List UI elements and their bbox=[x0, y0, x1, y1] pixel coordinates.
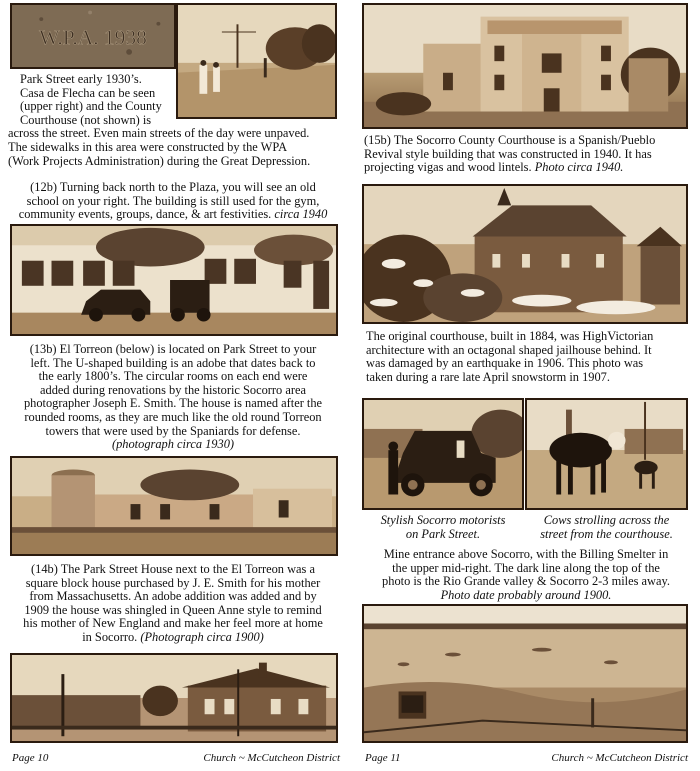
text-line: photographer Joseph E. Smith. The house is named after the bbox=[23, 396, 323, 411]
text-line: (12b) Turning back north to the Plaza, you will see an old bbox=[30, 180, 316, 194]
text-span: community events, groups, dance, & art festivities. bbox=[18, 207, 272, 222]
text-line: from Massachusetts. An adobe addition was added and by bbox=[29, 589, 317, 604]
motorists-caption bbox=[362, 514, 524, 541]
left-district-footer: Church ~ McCutcheon District bbox=[203, 752, 340, 764]
cows-caption bbox=[525, 514, 688, 541]
text-span: projecting vigas and wood lintels. bbox=[364, 160, 532, 175]
courthouse-1940-photo bbox=[362, 3, 688, 129]
text-line: Revival style building that was constructed in 1940. It has bbox=[364, 146, 652, 161]
cows-photo bbox=[525, 398, 688, 510]
text-line bbox=[364, 161, 690, 175]
text-line: towers that were used by the Spaniards for defense. bbox=[45, 423, 301, 438]
text-line: was damaged by an earthquake in 1906. This photo was bbox=[366, 356, 644, 371]
text-line bbox=[6, 631, 340, 645]
text-line: architecture with an octagonal shaped jailhouse behind. It bbox=[366, 342, 652, 357]
text-line: 1909 the house was shingled in Queen Anne style to remind bbox=[24, 602, 322, 617]
text-line: square block house purchased by J. E. Smith for his mother bbox=[25, 575, 321, 590]
text-line: the upper mid-right. The dark line along the top of the bbox=[392, 560, 660, 575]
left-page-number: Page 10 bbox=[12, 752, 49, 764]
photo-date: circa 1940 bbox=[274, 207, 328, 222]
el-torreon-photo bbox=[10, 456, 338, 556]
text-line: (14b) The Park Street House next to the El Torreon was a bbox=[31, 562, 315, 576]
text-line: Mine entrance above Socorro, with the Billing Smelter in bbox=[383, 547, 669, 561]
left-para-3 bbox=[6, 343, 340, 452]
right-district-footer: Church ~ McCutcheon District bbox=[551, 752, 688, 764]
text-line: The original courthouse, built in 1884, was HighVictorian bbox=[366, 329, 654, 343]
text-line: the early 1800’s. The circular rooms on each end were bbox=[38, 369, 308, 384]
park-street-house-photo bbox=[10, 653, 338, 743]
photo-date: (photograph circa 1930) bbox=[111, 437, 235, 452]
right-para-2 bbox=[366, 330, 692, 384]
original-courthouse-snow-photo bbox=[362, 184, 688, 324]
text-span: in Socorro. bbox=[82, 629, 138, 644]
text-line: street from the courthouse. bbox=[540, 526, 673, 541]
text-line: Casa de Flecha can be seen bbox=[20, 85, 156, 100]
text-line: school on your right. The building is still used for the gym, bbox=[26, 193, 320, 208]
text-line: across the street. Even main streets of the day were unpaved. bbox=[8, 126, 310, 141]
left-para-1 bbox=[8, 73, 338, 168]
photo-date: (Photograph circa 1900) bbox=[140, 629, 264, 644]
text-line: rounded rooms, as they are much like the old round Torreon bbox=[24, 409, 322, 424]
right-para-3 bbox=[360, 548, 692, 602]
wpa-stamp-text: W.P.A. 1938 bbox=[39, 25, 147, 50]
photo-date: Photo date probably around 1900. bbox=[440, 587, 612, 602]
mine-entrance-photo bbox=[362, 604, 688, 743]
text-line: (Work Projects Administration) during the Great Depression. bbox=[8, 153, 311, 168]
right-page-number: Page 11 bbox=[365, 752, 401, 764]
text-line bbox=[6, 208, 340, 222]
text-line: his mother of New England and make her feel more at home bbox=[23, 616, 323, 631]
text-line: Courthouse (not shown) is bbox=[20, 112, 152, 127]
old-school-photo bbox=[10, 224, 338, 336]
text-line: The sidewalks in this area were constructed by the WPA bbox=[8, 139, 288, 154]
text-line: (13b) El Torreon (below) is located on Park Street to your bbox=[29, 342, 317, 356]
text-line: (upper right) and the County bbox=[20, 99, 162, 114]
text-line: added during renovations by the historic Socorro area bbox=[40, 382, 306, 397]
text-line: on Park Street. bbox=[405, 526, 481, 541]
text-line: photo is the Rio Grande valley & Socorro 2-3 miles away. bbox=[382, 574, 670, 589]
text-line: (15b) The Socorro County Courthouse is a Spanish/Pueblo bbox=[364, 133, 656, 147]
motorists-photo bbox=[362, 398, 524, 510]
text-line: Cows strolling across the bbox=[543, 513, 670, 527]
right-para-1 bbox=[364, 134, 690, 175]
text-line: left. The U-shaped building is an adobe that dates back to bbox=[30, 355, 316, 370]
text-line: Stylish Socorro motorists bbox=[380, 513, 506, 527]
photo-date: Photo circa 1940. bbox=[534, 160, 624, 175]
wpa-stamp-photo bbox=[10, 3, 176, 69]
left-para-4 bbox=[6, 563, 340, 645]
text-line: taken during a rare late April snowstorm in 1907. bbox=[366, 369, 610, 384]
left-para-2 bbox=[6, 181, 340, 222]
text-line: Park Street early 1930’s. bbox=[20, 72, 142, 86]
